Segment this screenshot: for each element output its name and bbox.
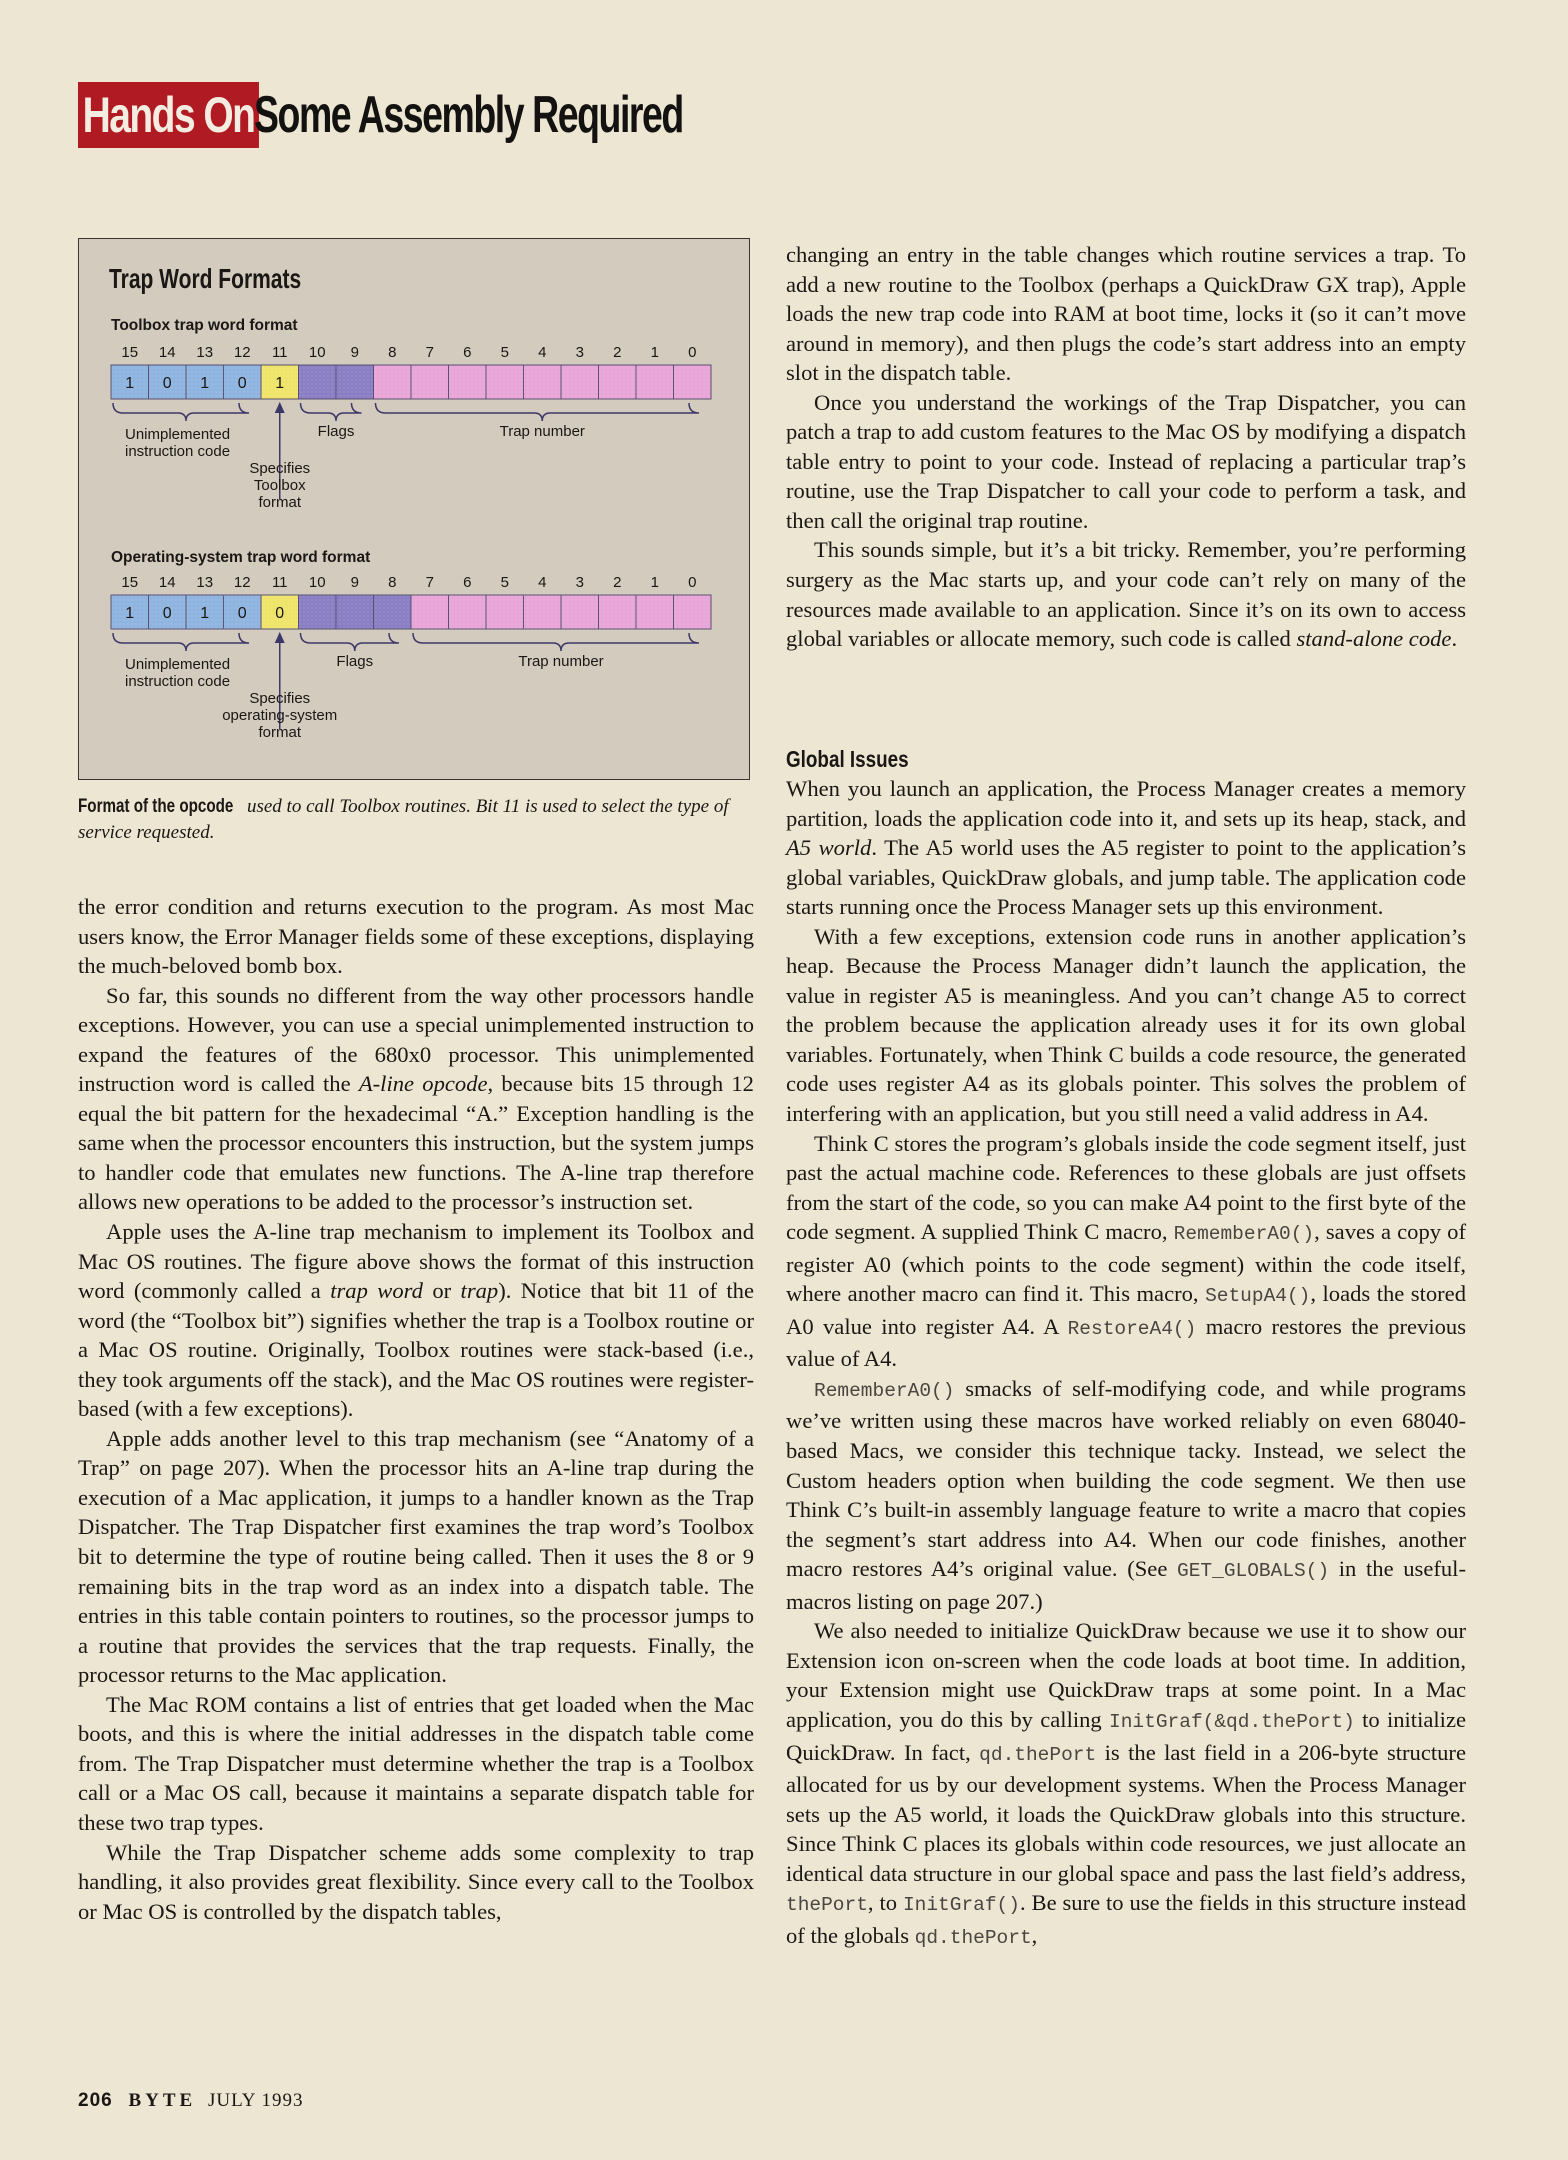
bit-number-label: 14 — [158, 344, 176, 361]
label-specifies: Specifies — [249, 460, 311, 477]
bit-number-label: 1 — [650, 344, 659, 361]
bit-cell-texture — [299, 365, 337, 399]
bit-number-label: 6 — [463, 574, 472, 591]
bit-cell-texture — [524, 365, 562, 399]
paragraph: Once you understand the workings of the Trap Dispatcher, you can patch a trap to add custom features to the Mac OS by modifying a dispatch table entry to point to your code. Instead of replacing a particular trap’s routine, use the Trap Dispatcher to call your code to perform a task, and then call the original trap routine. — [786, 389, 1466, 533]
bit-cell-texture — [449, 365, 487, 399]
bit-number-label: 3 — [575, 574, 584, 591]
bit-cell-texture — [599, 595, 637, 629]
label-unimplemented: Unimplemented — [125, 656, 231, 673]
bit-cell-texture — [374, 365, 412, 399]
label-unimplemented: instruction code — [125, 673, 231, 690]
bit-number-label: 10 — [308, 574, 326, 591]
trap-word-diagram — [79, 239, 749, 779]
bit-cell-texture — [374, 595, 412, 629]
bit-number-label: 4 — [538, 574, 547, 591]
page-number: 206 — [78, 2090, 113, 2111]
label-specifies: operating-system — [222, 707, 338, 724]
brace-unimplemented — [113, 403, 249, 421]
bit-value: 1 — [125, 375, 135, 392]
figure-title: Trap Word Formats — [109, 263, 302, 294]
bit-cell-texture — [524, 595, 562, 629]
paragraph: When you launch an application, the Process Manager creates a memory partition, loads the application code into it, and sets up its heap, stack, and A5 world. The A5 world uses the A5 register to point to the application’s global variables, QuickDraw globals, and jump table. The application code starts running once the Process Manager sets up this environment. — [786, 776, 1466, 920]
toolbox-trap-word — [111, 344, 711, 511]
label-trap-number: Trap number — [499, 423, 585, 440]
magazine-name: BYTE — [128, 2090, 197, 2111]
paragraph: Think C stores the program’s globals inside the code segment itself, just past the actual machine code. References to these globals are just offsets from the start of the code, so you can make A4 point to the first byte of the code segment. A supplied Think C macro, RememberA0(), saves a copy of register A0 (which points to the code segment) within the code itself, where another macro can find it. This macro, SetupA4(), loads the stored A0 value into register A4. A RestoreA4() macro restores the previous value of A4. — [786, 1130, 1467, 1372]
bit-value: 1 — [200, 605, 210, 622]
bit-cell-texture — [336, 595, 374, 629]
issue-date: JULY 1993 — [207, 2090, 304, 2111]
bit-cell-texture — [561, 595, 599, 629]
bit-number-label: 14 — [158, 574, 176, 591]
right-column-top — [786, 240, 1466, 654]
bit-value: 0 — [275, 605, 285, 622]
bit-cell-texture — [636, 365, 674, 399]
bit-number-label: 12 — [233, 574, 251, 591]
paragraph: the error condition and returns execution to the program. As most Mac users know, the Error Manager fields some of these exceptions, displaying the much-beloved bomb box. — [78, 894, 754, 979]
bit-cell-texture — [674, 595, 712, 629]
paragraph: RememberA0() smacks of self-modifying code, and while programs we’ve written using these macros have worked reliably on even 68040-based Macs, we consider this technique tacky. Instead, we select the Custom headers option when building the code segment. We then use Think C’s built-in assembly language feature to write a macro that copies the segment’s start address into A4. When our code finishes, another macro restores A4’s original value. (See GET_GLOBALS() in the useful-macros listing on page 207.) — [786, 1375, 1466, 1614]
page-title: Some Assembly Required — [254, 86, 683, 144]
bit-value: 1 — [200, 375, 210, 392]
bit-number-label: 13 — [196, 344, 214, 361]
paragraph: So far, this sounds no different from the way other processors handle exceptions. However, you can use a special unimplemented instruction to expand the features of the 680x0 processor. This unimplemented instruction word is called the A-line opcode, because bits 15 through 12 equal the bit pattern for the hexadecimal “A.” Exception handling is the same when the processor encounters this instruction, but the system jumps to handler code that emulates new functions. The A-line trap therefore allows new operations to be added to the processor’s instruction set. — [78, 982, 754, 1215]
toolbox-heading: Toolbox trap word format — [111, 317, 298, 334]
caption-text: used to call Toolbox routines. Bit 11 is used to select the type of service requested. — [78, 796, 729, 843]
bit-cell-texture — [486, 365, 524, 399]
bit-value: 0 — [237, 375, 247, 392]
brace-trap-number — [413, 633, 699, 651]
paragraph: Apple adds another level to this trap mechanism (see “Anatomy of a Trap” on page 207). When the processor hits an A-line trap during the execution of a Mac application, it jumps to a handler known as the Trap Dispatcher. The Trap Dispatcher first examines the trap word’s Toolbox bit to determine the type of routine being called. Then it uses the 8 or 9 remaining bits in the trap word as an index into a dispatch table. The entries in this table contain pointers to routines, so the processor jumps to a routine that provides the services that the trap requests. Finally, the processor returns to the Mac application. — [78, 1425, 754, 1688]
bit-number-label: 8 — [388, 344, 397, 361]
bit-number-label: 5 — [500, 344, 509, 361]
page-header — [78, 82, 683, 148]
bit-number-label: 15 — [121, 344, 139, 361]
bit-number-label: 8 — [388, 574, 397, 591]
label-trap-number: Trap number — [518, 653, 604, 670]
figure-caption — [78, 794, 758, 846]
os-trap-word — [111, 574, 711, 741]
arrow-head — [275, 402, 285, 413]
label-flags: Flags — [317, 423, 355, 440]
label-specifies: format — [258, 494, 302, 511]
bit-cell-texture — [561, 365, 599, 399]
bit-cell-texture — [299, 595, 337, 629]
bit-number-label: 9 — [350, 344, 359, 361]
bit-number-label: 15 — [121, 574, 139, 591]
label-unimplemented: instruction code — [125, 443, 231, 460]
bit-value: 1 — [275, 375, 285, 392]
label-specifies: Toolbox — [253, 477, 306, 494]
bit-number-label: 12 — [233, 344, 251, 361]
caption-lead: Format of the opcode — [78, 796, 234, 817]
bit-number-label: 5 — [500, 574, 509, 591]
bit-number-label: 11 — [271, 344, 288, 361]
paragraph: We also needed to initialize QuickDraw because we use it to show our Extension icon on-screen when the code loads at boot time. In addition, your Extension might use QuickDraw traps at some point. In a Mac application, you do this by calling InitGraf(&qd.thePort) to initialize QuickDraw. In fact, qd.thePort is the last field in a 206-byte structure allocated for us by our development systems. When the Process Manager sets up the A5 world, it loads the QuickDraw globals into this structure. Since Think C places its globals within code resources, we just allocate an identical data structure in our global space and pass the last field’s address, thePort, to InitGraf(). Be sure to use the fields in this structure instead of the globals qd.thePort, — [786, 1618, 1467, 1949]
section-label: Hands On — [78, 82, 259, 148]
bit-cell-texture — [336, 365, 374, 399]
bit-number-label: 0 — [688, 574, 697, 591]
label-flags: Flags — [336, 653, 374, 670]
left-column — [78, 892, 754, 1926]
brace-flags — [301, 403, 362, 421]
label-specifies: Specifies — [249, 690, 311, 707]
bit-number-label: 9 — [350, 574, 359, 591]
section-heading: Global Issues — [786, 746, 909, 772]
page-footer — [78, 2090, 304, 2112]
bit-value: 0 — [162, 605, 172, 622]
brace-flags — [301, 633, 400, 651]
label-specifies: format — [258, 724, 302, 741]
bit-cell-texture — [486, 595, 524, 629]
bit-cell-texture — [411, 595, 449, 629]
bit-number-label: 10 — [308, 344, 326, 361]
bit-number-label: 7 — [425, 344, 434, 361]
bit-cell-texture — [599, 365, 637, 399]
bit-number-label: 4 — [538, 344, 547, 361]
bit-number-label: 3 — [575, 344, 584, 361]
paragraph: With a few exceptions, extension code runs in another application’s heap. Because the Process Manager didn’t launch the application, the value in register A5 is meaningless. And you can’t change A5 to correct the problem because the application already uses it for its own global variables. Fortunately, when Think C builds a code resource, the generated code uses register A4 as its globals pointer. This solves the problem of interfering with an application, but you still need a valid address in A4. — [786, 923, 1466, 1127]
bit-value: 0 — [237, 605, 247, 622]
bit-cell-texture — [636, 595, 674, 629]
bit-number-label: 0 — [688, 344, 697, 361]
bit-value: 0 — [162, 375, 172, 392]
bit-number-label: 7 — [425, 574, 434, 591]
os-heading: Operating-system trap word format — [111, 549, 371, 566]
paragraph: Apple uses the A-line trap mechanism to implement its Toolbox and Mac OS routines. The figure above shows the format of this instruction word (commonly called a trap word or trap). Notice that bit 11 of the word (the “Toolbox bit”) signifies whether the trap is a Toolbox routine or a Mac OS routine. Originally, Toolbox routines were stack-based (i.e., they took arguments off the stack), and the Mac OS routines were register-based (with a few exceptions). — [78, 1219, 754, 1422]
paragraph: changing an entry in the table changes which routine services a trap. To add a new routine to the Toolbox (perhaps a QuickDraw GX trap), Apple loads the new trap code into RAM at boot time, locks it (so it can’t move around in memory), and then plugs the code’s start address into an empty slot in the dispatch table. — [786, 242, 1466, 386]
bit-number-label: 11 — [271, 574, 288, 591]
arrow-head — [275, 632, 285, 643]
paragraph: This sounds simple, but it’s a bit tricky. Remember, you’re performing surgery as the Mac starts up, and your code can’t rely on many of the resources made available to an application. Since it’s on its own to access global variables or allocate memory, such code is called stand-alone code. — [786, 537, 1466, 652]
brace-unimplemented — [113, 633, 249, 651]
bit-number-label: 13 — [196, 574, 214, 591]
paragraph: The Mac ROM contains a list of entries that get loaded when the Mac boots, and this is where the initial addresses in the dispatch table come from. The Trap Dispatcher must determine whether the trap is a Toolbox call or a Mac OS call, because it maintains a separate dispatch table for these two trap types. — [78, 1691, 754, 1835]
bit-number-label: 2 — [613, 574, 622, 591]
bit-number-label: 2 — [613, 344, 622, 361]
bit-cell-texture — [449, 595, 487, 629]
brace-trap-number — [376, 403, 700, 421]
paragraph: While the Trap Dispatcher scheme adds some complexity to trap handling, it also provides great flexibility. Since every call to the Toolbox or Mac OS is controlled by the dispatch tables, — [78, 1839, 754, 1924]
bit-cell-texture — [411, 365, 449, 399]
trap-word-figure — [78, 238, 750, 780]
label-unimplemented: Unimplemented — [125, 426, 231, 443]
bit-number-label: 1 — [650, 574, 659, 591]
right-column-bottom — [786, 744, 1466, 1953]
bit-number-label: 6 — [463, 344, 472, 361]
bit-value: 1 — [125, 605, 135, 622]
bit-cell-texture — [674, 365, 712, 399]
